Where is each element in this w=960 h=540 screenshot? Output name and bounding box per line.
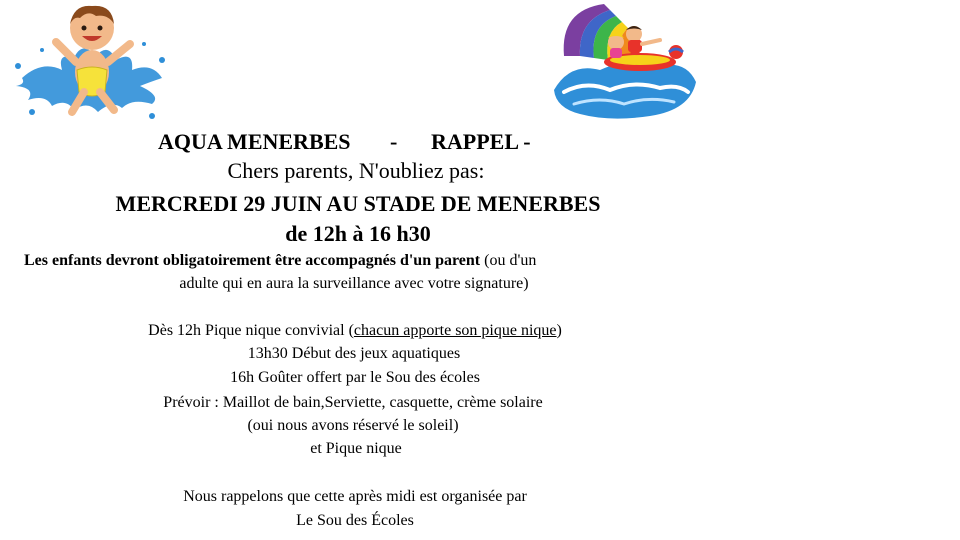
title-dash: - <box>390 129 398 154</box>
greeting: Chers parents, N'oubliez pas: <box>227 158 485 183</box>
footer-line-1: Nous rappelons que cette après midi est organisée par <box>183 488 527 505</box>
notice-line-2: adulte qui en aura la surveillance avec votre signature) <box>179 275 529 292</box>
schedule-sun: (oui nous avons réservé le soleil) <box>247 417 459 434</box>
footer-line-2: Le Sou des Écoles <box>296 512 414 529</box>
schedule-picnic <box>148 323 562 339</box>
title-left: AQUA MENERBES <box>158 129 351 154</box>
schedule-snack: 16h Goûter offert par le Sou des écoles <box>230 369 480 386</box>
water-slide-kids-clipart <box>550 0 698 124</box>
splashing-child-clipart <box>12 0 172 124</box>
picnic-underlined: chacun apporte son pique nique <box>353 322 557 339</box>
notice-line-1 <box>24 253 536 269</box>
schedule-games: 13h30 Début des jeux aquatiques <box>247 345 461 362</box>
notice-bold: Les enfants devront obligatoirement être accompagnés d'un parent <box>24 252 481 269</box>
schedule-and-picnic: et Pique nique <box>310 440 402 457</box>
schedule-bring: Prévoir : Maillot de bain,Serviette, casquette, crème solaire <box>163 394 543 411</box>
picnic-prefix: Dès 12h Pique nique convivial ( <box>148 322 354 339</box>
picnic-suffix: ) <box>556 322 562 339</box>
event-date: MERCREDI 29 JUIN AU STADE DE MENERBES <box>115 191 601 216</box>
title-right: RAPPEL - <box>431 129 531 154</box>
notice-rest: (ou d'un <box>480 252 537 269</box>
event-time: de 12h à 16 h30 <box>285 221 431 246</box>
